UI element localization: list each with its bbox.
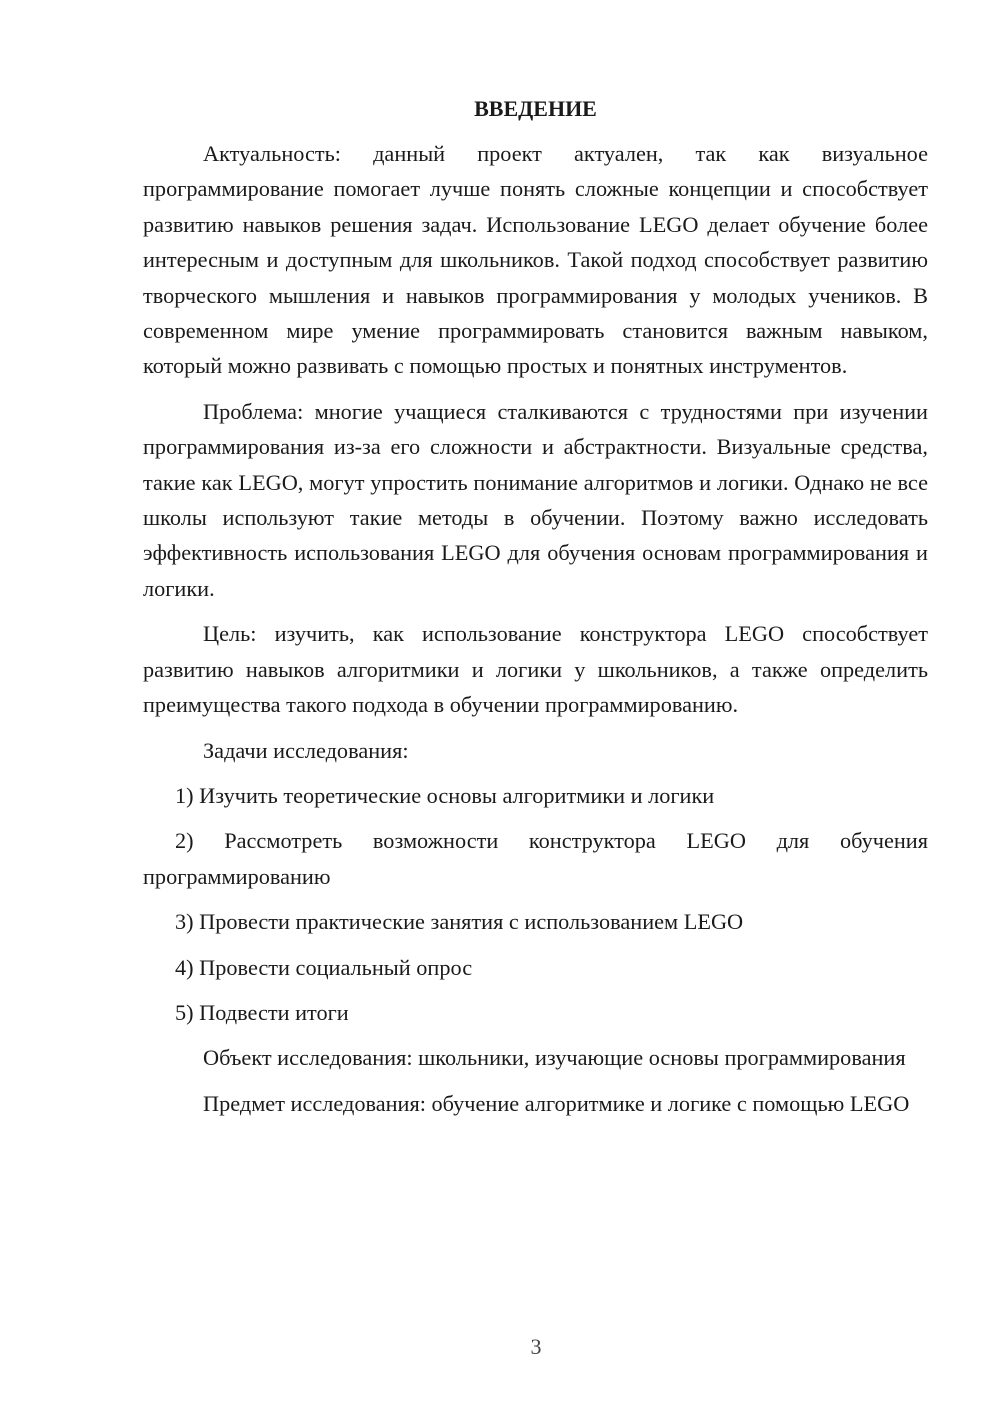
task-item-2: 2) Рассмотреть возможности конструктора LEGO для обучения программированию <box>143 828 928 889</box>
task-item-1: 1) Изучить теоретические основы алгоритмики и логики <box>175 782 715 808</box>
object-paragraph: Объект исследования: школьники, изучающие основы программирования <box>203 1045 906 1071</box>
subject-paragraph: Предмет исследования: обучение алгоритмике и логике с помощью LEGO <box>203 1090 910 1116</box>
problem-paragraph: Проблема: многие учащиеся сталкиваются с трудностями при изучении программирования из-за его сложности и абстрактности. Визуальные средства, такие как LEGO, могут упростить понимание алгоритмов и логики. Однако не все школы используют такие методы в обучении. Поэтому важно исследовать эффективность использования LEGO для обучения основам программирования и логики. <box>143 398 928 601</box>
document-page <box>143 94 928 1131</box>
page-number: 3 <box>530 1334 542 1359</box>
page-title: ВВЕДЕНИЕ <box>474 96 597 121</box>
relevance-paragraph: Актуальность: данный проект актуален, так как визуальное программирование помогает лучше понять сложные концепции и способствует развитию навыков решения задач. Использование LEGO делает обучение более интересным и доступным для школьников. Такой подход способствует развитию творческого мышления и навыков программирования у молодых учеников. В современном мире умение программировать становится важным навыком, который можно развивать с помощью простых и понятных инструментов. <box>143 141 928 379</box>
task-item-3: 3) Провести практические занятия с использованием LEGO <box>175 909 744 935</box>
goal-paragraph: Цель: изучить, как использование конструктора LEGO способствует развитию навыков алгоритмики и логики у школьников, а также определить преимущества такого подхода в обучении программированию. <box>143 621 928 718</box>
task-item-4: 4) Провести социальный опрос <box>175 954 473 980</box>
task-item-5: 5) Подвести итоги <box>175 999 349 1025</box>
tasks-heading: Задачи исследования: <box>203 737 409 763</box>
